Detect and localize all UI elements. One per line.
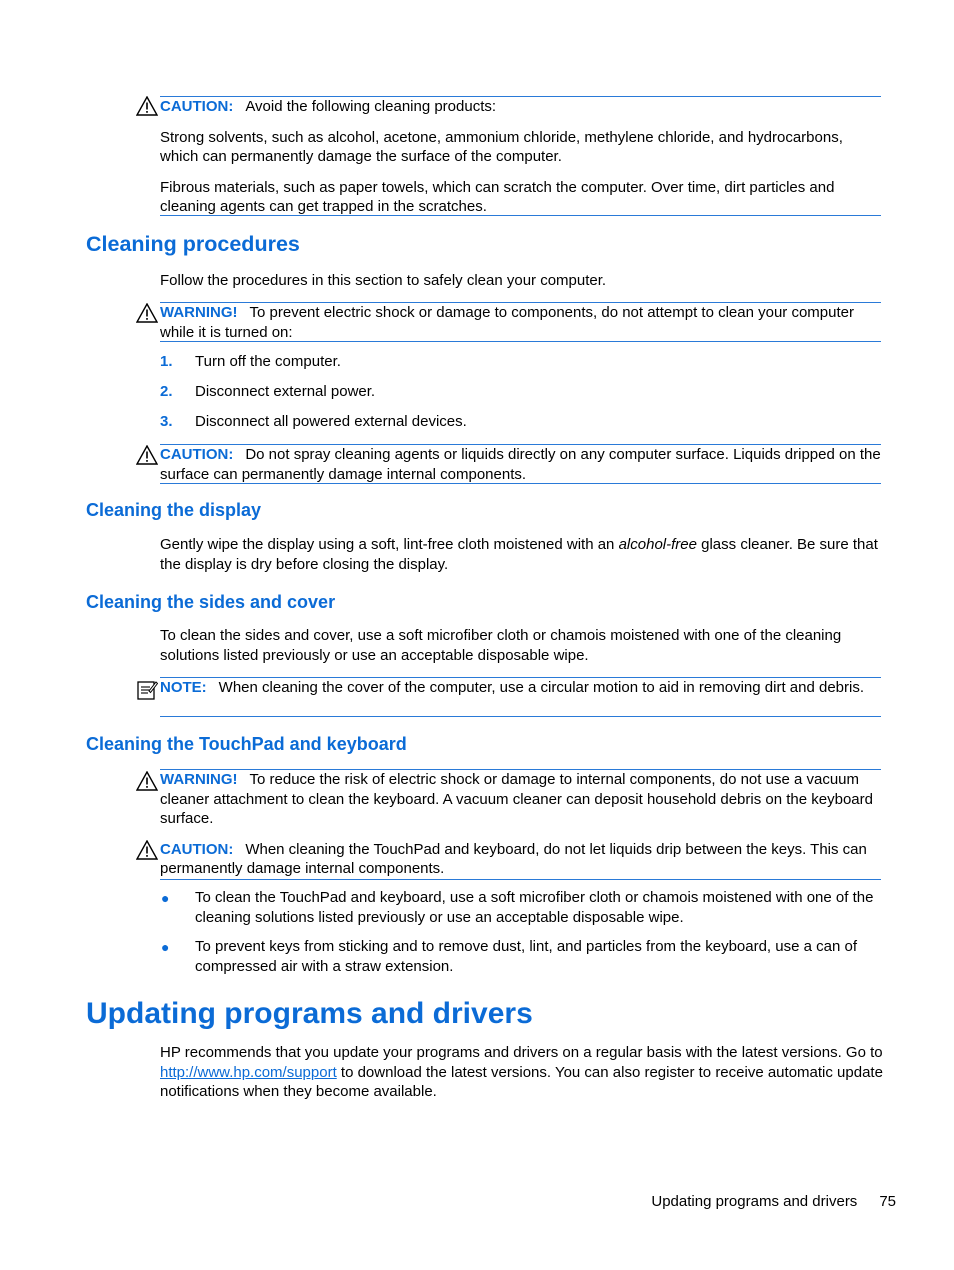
support-link[interactable]: http://www.hp.com/support: [160, 1063, 337, 1081]
step-text: Disconnect external power.: [195, 383, 376, 400]
caution-paragraph: Fibrous materials, such as paper towels, which can scratch the computer. Over time, dirt particles and cleaning agents can get trapped in the scratches.: [160, 178, 835, 215]
step-number: 1.: [160, 353, 173, 370]
caution-icon: [136, 840, 158, 860]
caution-text: Do not spray cleaning agents or liquids directly on any computer surface. Liquids dripped on the surface can permanently damage internal components.: [160, 446, 881, 483]
caution-icon: [136, 445, 158, 465]
bullet-dot: ●: [161, 890, 170, 906]
sides-paragraph: To clean the sides and cover, use a soft microfiber cloth or chamois moistened with one of the cleaning solutions listed previously or use an acceptable disposable wipe.: [160, 627, 842, 664]
bullet-text: To prevent keys from sticking and to remove dust, lint, and particles from the keyboard, use a can of compressed air with a straw extension.: [195, 938, 857, 975]
step-number: 2.: [160, 383, 173, 400]
step-text: Turn off the computer.: [195, 353, 341, 370]
warning-label: WARNING!: [160, 771, 238, 788]
warning-icon: [136, 303, 158, 323]
updating-paragraph: HP recommends that you update your programs and drivers on a regular basis with the latest versions. Go to http://www.hp.com/support to download the latest versions. You can also register to receive automatic update notifications when they become available.: [160, 1044, 883, 1100]
section-heading: Cleaning procedures: [86, 232, 300, 256]
step-text: Disconnect all powered external devices.: [195, 413, 467, 430]
caution-label: CAUTION:: [160, 446, 234, 463]
subsection-heading: Cleaning the sides and cover: [86, 592, 336, 612]
caution-label: CAUTION:: [160, 98, 234, 115]
warning-notice: [160, 769, 881, 880]
note-text: When cleaning the cover of the computer, use a circular motion to aid in removing dirt and debris.: [218, 679, 865, 696]
subsection-heading: Cleaning the TouchPad and keyboard: [86, 734, 407, 754]
display-paragraph: Gently wipe the display using a soft, lint-free cloth moistened with an alcohol-free glass cleaner. Be sure that the display is dry before closing the display.: [160, 536, 878, 573]
subsection-heading: Cleaning the display: [86, 500, 262, 520]
caution-text: When cleaning the TouchPad and keyboard, do not let liquids drip between the keys. This can permanently damage internal components.: [160, 840, 867, 877]
caution-icon: [136, 96, 158, 116]
caution-text: Avoid the following cleaning products:: [245, 98, 497, 115]
page-footer: [651, 1192, 896, 1212]
caution-paragraph: Strong solvents, such as alcohol, acetone, ammonium chloride, methylene chloride, and hydrocarbons, which can permanently damage the surface of the computer.: [160, 128, 843, 165]
chapter-heading: Updating programs and drivers: [86, 997, 533, 1030]
warning-label: WARNING!: [160, 304, 238, 321]
warning-icon: [136, 771, 158, 791]
note-notice: [160, 677, 881, 717]
caution-notice: [160, 444, 881, 484]
footer-title: Updating programs and drivers: [651, 1193, 858, 1210]
step-number: 3.: [160, 413, 173, 430]
page-number: 75: [879, 1193, 896, 1210]
note-label: NOTE:: [160, 679, 207, 696]
bullet-dot: ●: [161, 939, 170, 955]
note-icon: [136, 679, 158, 699]
warning-text: To prevent electric shock or damage to components, do not attempt to clean your computer while it is turned on:: [160, 304, 854, 341]
bullet-text: To clean the TouchPad and keyboard, use a soft microfiber cloth or chamois moistened with one of the cleaning solutions listed previously or use an acceptable disposable wipe.: [195, 889, 874, 926]
intro-paragraph: Follow the procedures in this section to safely clean your computer.: [160, 272, 607, 289]
caution-label: CAUTION:: [160, 840, 234, 858]
caution-notice: [160, 96, 881, 216]
warning-notice: [160, 302, 881, 342]
warning-text: To reduce the risk of electric shock or damage to internal components, do not use a vacuum cleaner attachment to clean the keyboard. A vacuum cleaner can deposit household debris on the keyboard surface.: [160, 771, 873, 827]
